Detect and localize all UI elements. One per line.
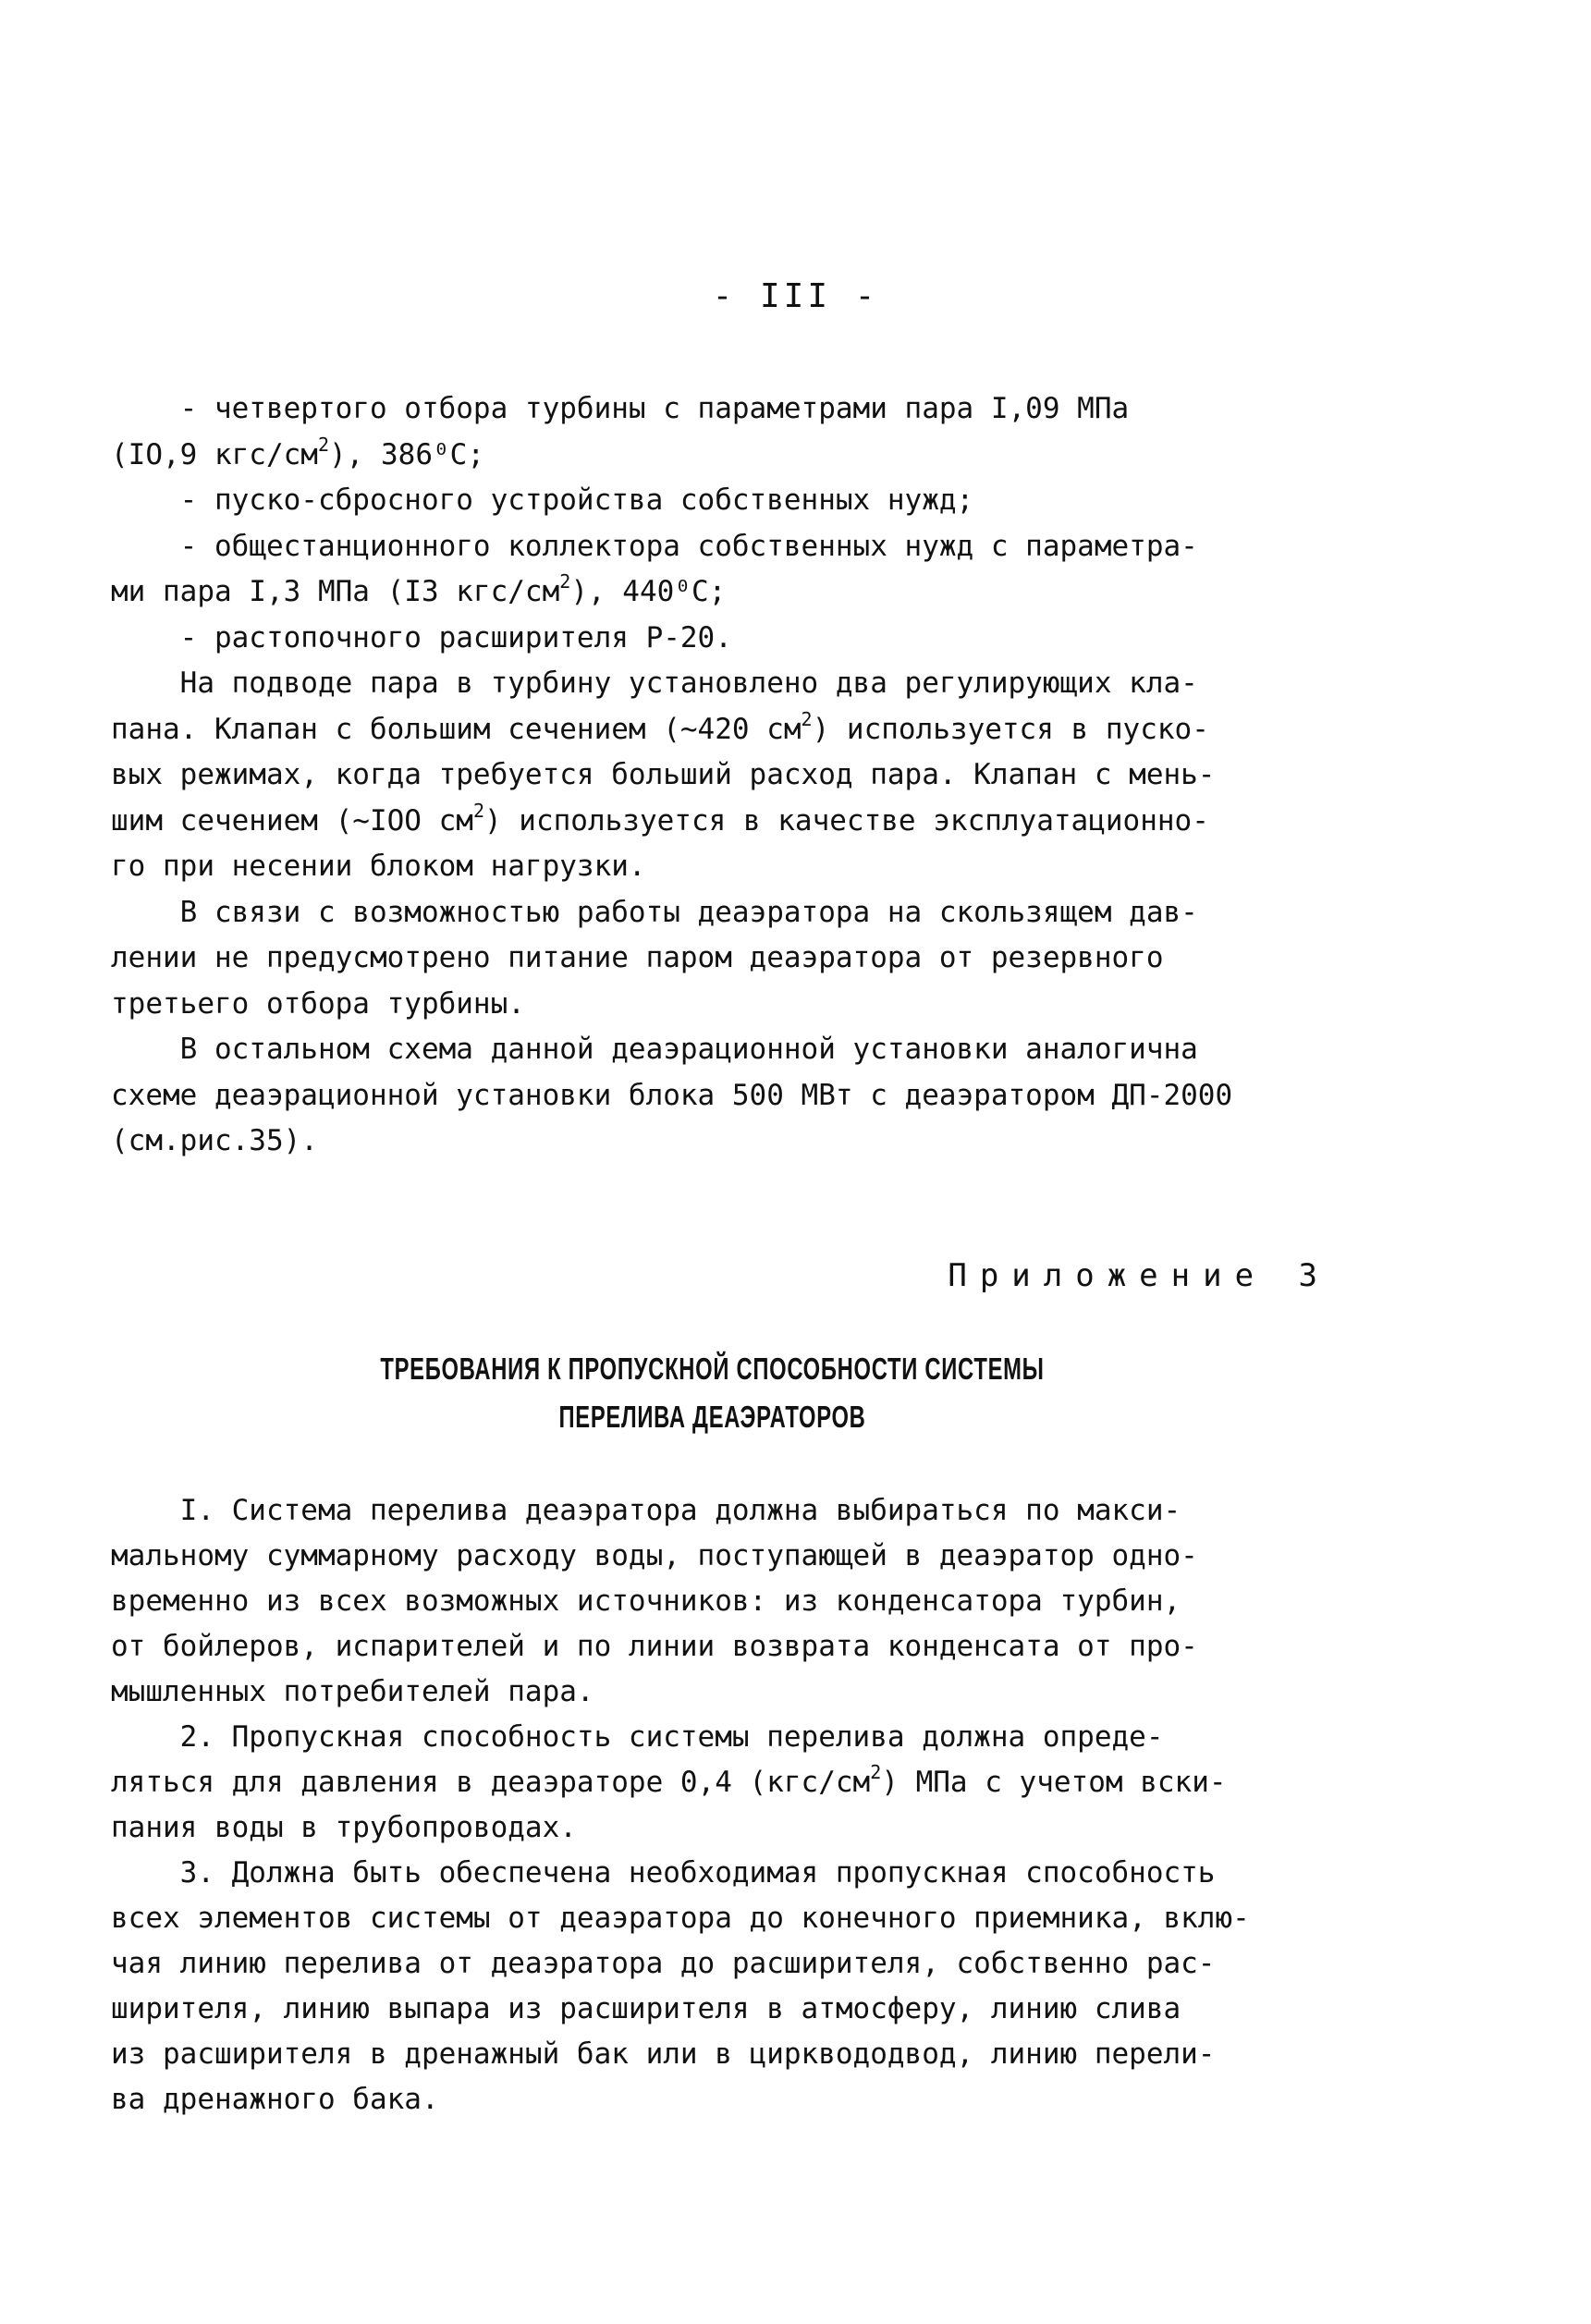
text-line-continuation: ) используется в качестве эксплуатационно- xyxy=(483,803,1209,838)
text-line xyxy=(111,569,1340,616)
text-line-content: шим сечением (~IOO см xyxy=(111,803,473,838)
text-line xyxy=(111,1119,1340,1165)
text-line-continuation: ), 440⁰С; xyxy=(570,575,727,608)
text-line xyxy=(111,707,1340,753)
text-line xyxy=(111,1670,1340,1715)
text-line-content: В связи с возможностью работы деаэратора на скользящем дав- xyxy=(111,895,1198,929)
text-line-content: от бойлеров, испарителей и по линии возврата конденсата от про- xyxy=(111,1630,1198,1663)
text-line xyxy=(111,982,1340,1028)
page-number: - III - xyxy=(712,277,879,315)
text-line xyxy=(111,616,1340,662)
text-line xyxy=(111,1073,1340,1119)
text-line-content: мальному суммарному расходу воды, поступающей в деаэратор одно- xyxy=(111,1539,1198,1572)
section-heading xyxy=(0,1345,1425,1441)
text-line xyxy=(111,844,1340,890)
text-line-content: мышленных потребителей пара. xyxy=(111,1675,594,1708)
text-line-content: ми пара I,3 МПа (I3 кгс/см xyxy=(111,575,560,608)
superscript: 2 xyxy=(801,707,813,730)
text-line-content: временно из всех возможных источников: из конденсатора турбин, xyxy=(111,1584,1181,1618)
text-line xyxy=(111,799,1340,845)
text-line xyxy=(111,1896,1340,1941)
text-line xyxy=(111,1715,1340,1760)
text-line xyxy=(111,1987,1340,2032)
text-line xyxy=(111,1488,1340,1534)
text-line-content: чая линию перелива от деаэратора до расширителя, собственно рас- xyxy=(111,1947,1216,1980)
text-line-continuation: ), 386⁰С; xyxy=(329,437,484,471)
text-line-content: 2. Пропускная способность системы перелива должна опреде- xyxy=(111,1720,1164,1754)
text-line xyxy=(111,661,1340,707)
text-line xyxy=(111,2077,1340,2122)
text-line-content: - растопочного расширителя Р-20. xyxy=(111,620,732,654)
text-line-continuation: ) МПа с учетом вски- xyxy=(881,1766,1227,1799)
text-line-content: из расширителя в дренажный бак или в цирквододвод, линию перели- xyxy=(111,2037,1216,2071)
text-line xyxy=(111,478,1340,524)
paragraph-block-requirements xyxy=(111,1488,1340,2122)
text-line-continuation: ) используется в пуско- xyxy=(812,712,1209,746)
text-line-content: ширителя, линию выпара из расширителя в атмосферу, линию слива xyxy=(111,1992,1181,2025)
text-line-content: В остальном схема данной деаэрационной установки аналогична xyxy=(111,1033,1198,1066)
text-line xyxy=(111,386,1340,433)
text-line-content: - пуско-сбросного устройства собственных нужд; xyxy=(111,483,974,517)
text-line xyxy=(111,1624,1340,1670)
text-line-content: пана. Клапан с большим сечением (~420 см xyxy=(111,712,802,746)
text-line-content: всех элементов системы от деаэратора до конечного приемника, вклю- xyxy=(111,1902,1250,1935)
text-line-content: пания воды в трубопроводах. xyxy=(111,1811,577,1844)
text-line-content: (IO,9 кгс/см xyxy=(111,437,318,471)
text-line-content: - четвертого отбора турбины с параметрами пара I,09 МПа xyxy=(111,392,1130,425)
text-line-content: го при несении блоком нагрузки. xyxy=(111,850,646,883)
superscript: 2 xyxy=(317,433,330,456)
text-line-content: вых режимах, когда требуется больший расход пара. Клапан с мень- xyxy=(111,758,1216,791)
text-line xyxy=(111,1534,1340,1579)
text-line-content: (см.рис.35). xyxy=(111,1124,318,1157)
text-line-content: схеме деаэрационной установки блока 500 МВт с деаэратором ДП-2000 xyxy=(111,1078,1233,1112)
text-line xyxy=(111,524,1340,570)
text-line-content: - общестанционного коллектора собственных нужд с параметра- xyxy=(111,529,1198,563)
heading-line-2: ПЕРЕЛИВА ДЕАЭРАТОРОВ xyxy=(558,1400,866,1434)
text-line-content: третьего отбора турбины. xyxy=(111,986,525,1021)
heading-line-1: ТРЕБОВАНИЯ К ПРОПУСКНОЙ СПОСОБНОСТИ СИСТЕМЫ xyxy=(380,1352,1045,1386)
text-line xyxy=(111,1027,1340,1073)
text-line-content: ляться для давления в деаэраторе 0,4 (кгс/см xyxy=(111,1766,871,1799)
text-line xyxy=(111,1805,1340,1851)
text-line-content: лении не предусмотрено питание паром деаэратора от резервного xyxy=(111,941,1164,974)
text-line xyxy=(111,890,1340,936)
text-line xyxy=(111,1851,1340,1896)
text-line xyxy=(111,1941,1340,1987)
text-line-content: 3. Должна быть обеспечена необходимая пропускная способность xyxy=(111,1856,1216,1890)
text-line xyxy=(111,2032,1340,2077)
text-line-content: ва дренажного бака. xyxy=(111,2083,439,2116)
superscript: 2 xyxy=(472,799,484,822)
superscript: 2 xyxy=(559,570,571,593)
superscript: 2 xyxy=(870,1761,882,1783)
text-line xyxy=(111,1579,1340,1624)
text-line xyxy=(111,752,1340,799)
text-line xyxy=(111,936,1340,982)
paragraph-block-top xyxy=(111,386,1340,1165)
text-line-content: I. Система перелива деаэратора должна выбираться по макси- xyxy=(111,1494,1181,1527)
text-line xyxy=(111,1760,1340,1805)
appendix-label: Приложение 3 xyxy=(948,1257,1330,1294)
text-line-content: На подводе пара в турбину установлено два регулирующих кла- xyxy=(111,667,1198,700)
text-line xyxy=(111,433,1340,479)
